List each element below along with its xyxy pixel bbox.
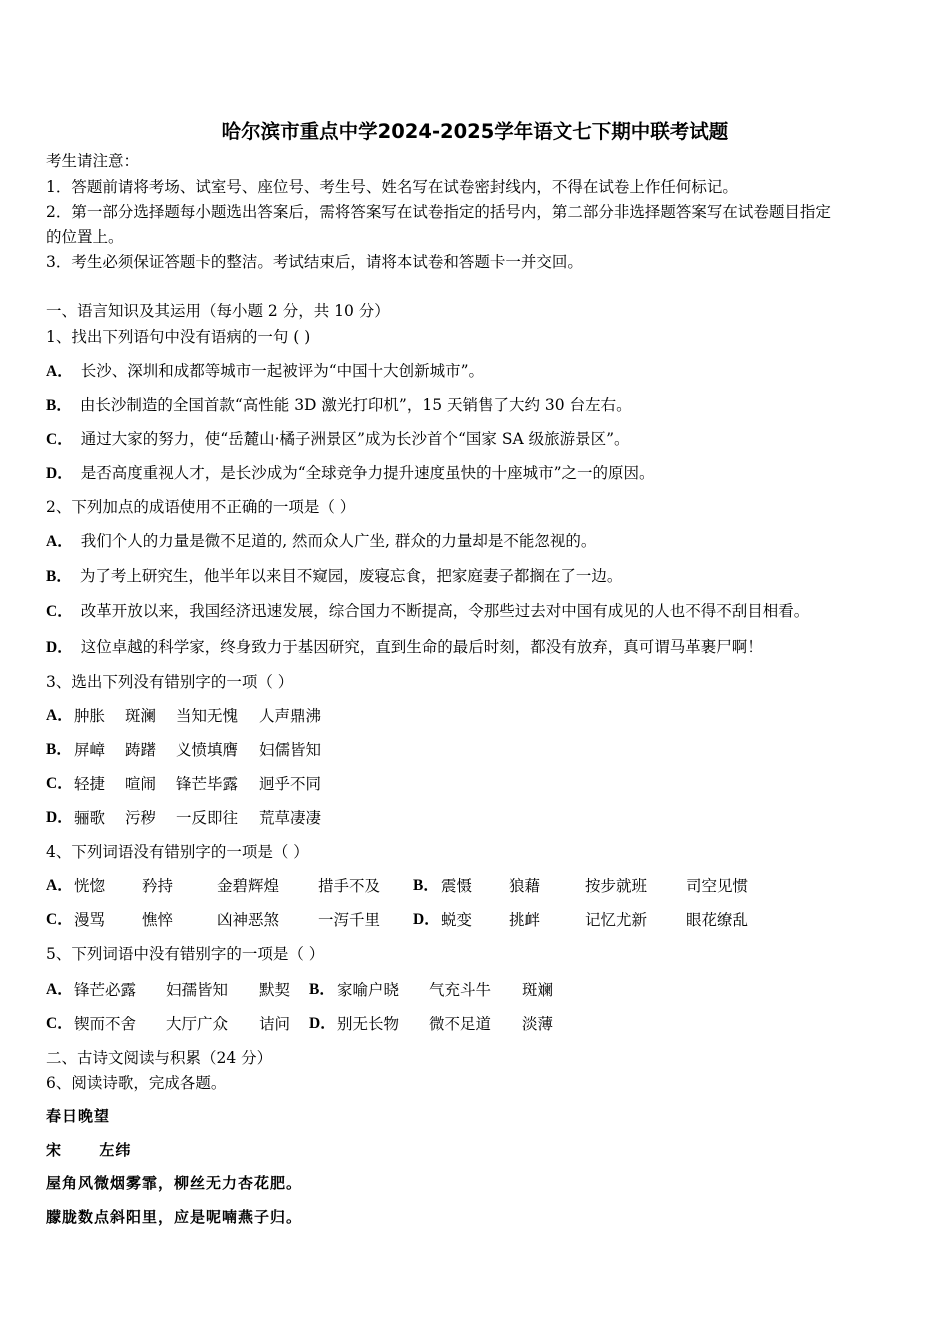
question-stem: 3、选出下列没有错别字的一项（ ） — [46, 673, 294, 691]
option-word: 憔悴 — [142, 911, 174, 929]
option-word: 矜持 — [142, 877, 174, 895]
option-word: 骊歌 — [74, 809, 106, 827]
option-word: 一泻千里 — [318, 911, 381, 929]
option-word: 锋芒毕露 — [176, 775, 239, 793]
option-key: D． — [413, 911, 440, 928]
notice-item: 3．考生必须保证答题卡的整洁。考试结束后，请将本试卷和答题卡一并交回。 — [46, 253, 583, 271]
option-word: 措手不及 — [318, 877, 381, 895]
option-key: C． — [46, 1015, 73, 1032]
option-word: 污秽 — [125, 809, 157, 827]
option-word: 妇儒皆知 — [259, 741, 322, 759]
option-key: B． — [309, 981, 335, 998]
option — [46, 395, 632, 416]
option-key: A． — [46, 981, 73, 998]
notice-item: 2．第一部分选择题每小题选出答案后，需将答案写在试卷指定的括号内，第二部分非选择题答案写在试卷题目指定 — [46, 203, 831, 221]
option-key: C． — [46, 911, 73, 928]
option-key: C． — [46, 431, 73, 448]
option-key: A． — [46, 533, 73, 550]
option-text: 我们个人的力量是微不足道的, 然而众人广坐, 群众的力量却是不能忽视的。 — [80, 532, 597, 550]
option-word: 恍惚 — [74, 877, 106, 895]
option-key: B． — [46, 741, 72, 758]
option-text: 为了考上研究生，他半年以来目不窥园，废寝忘食，把家庭妻子都搁在了一边。 — [79, 567, 623, 585]
option-word: 荒草凄凄 — [259, 809, 322, 827]
option-text: 通过大家的努力，使“岳麓山·橘子洲景区”成为长沙首个“国家 SA 级旅游景区”。 — [80, 430, 630, 448]
option-key: B． — [46, 568, 72, 585]
option-text: 由长沙制造的全国首款“高性能 3D 激光打印机”，15 天销售了大约 30 台左右。 — [79, 396, 632, 414]
option-word: 斑澜 — [125, 707, 157, 725]
question-stem: 2、下列加点的成语使用不正确的一项是（ ） — [46, 498, 356, 516]
option-text: 是否高度重视人才，是长沙成为“全球竞争力提升速度虽快的十座城市”之一的原因。 — [80, 464, 655, 482]
notice-item: 的位置上。 — [46, 228, 124, 246]
option-key: D． — [46, 465, 73, 482]
option — [46, 531, 596, 552]
option-word: 踌躇 — [125, 741, 157, 759]
option — [46, 601, 809, 622]
option-word: 当知无愧 — [176, 707, 239, 725]
option-text: 长沙、深圳和成都等城市一起被评为“中国十大创新城市”。 — [80, 362, 485, 380]
option-word: 司空见惯 — [686, 877, 749, 895]
poem-line: 朦胧数点斜阳里，应是呢喃燕子归。 — [46, 1208, 303, 1226]
option-word: 锋芒必露 — [74, 981, 137, 999]
option-word: 微不足道 — [429, 1015, 492, 1033]
option-word: 淡薄 — [522, 1015, 554, 1033]
option-word: 别无长物 — [337, 1015, 400, 1033]
page-title: 哈尔滨市重点中学2024-2025学年语文七下期中联考试题 — [221, 120, 729, 143]
option-word: 诘问 — [259, 1015, 291, 1033]
option-word: 屏嶂 — [74, 741, 106, 759]
option — [46, 429, 630, 450]
option-key: B． — [46, 397, 72, 414]
option-key: D． — [46, 639, 73, 656]
option-word: 大厅广众 — [166, 1015, 229, 1033]
option-text: 改革开放以来，我国经济迅速发展，综合国力不断提高，令那些过去对中国有成见的人也不得不刮目相看。 — [80, 602, 810, 620]
option-word: 喧闹 — [125, 775, 157, 793]
notice-item: 1．答题前请将考场、试室号、座位号、考生号、姓名写在试卷密封线内，不得在试卷上作任何标记。 — [46, 178, 738, 196]
option — [46, 566, 622, 587]
option — [46, 463, 655, 484]
option-word: 凶神恶煞 — [217, 911, 280, 929]
option-word: 蜕变 — [441, 911, 473, 929]
option-word: 轻捷 — [74, 775, 106, 793]
option-word: 按步就班 — [585, 877, 648, 895]
notice-heading: 考生请注意： — [46, 152, 140, 170]
option-word: 人声鼎沸 — [259, 707, 322, 725]
option-word: 金碧辉煌 — [217, 877, 280, 895]
option-key: D． — [46, 809, 73, 826]
option-word: 家喻户晓 — [337, 981, 400, 999]
option — [46, 361, 484, 382]
option-word: 默契 — [259, 981, 291, 999]
option-word: 锲而不舍 — [74, 1015, 137, 1033]
question-stem: 1、找出下列语句中没有语病的一句 ( ) — [46, 328, 311, 346]
option-word: 一反即往 — [176, 809, 239, 827]
poem-author: 宋 左纬 — [46, 1141, 132, 1159]
section-heading: 一、语言知识及其运用（每小题 2 分，共 10 分） — [46, 302, 390, 320]
option — [46, 637, 763, 658]
question-stem: 5、下列词语中没有错别字的一项是（ ） — [46, 945, 325, 963]
question-stem: 6、阅读诗歌，完成各题。 — [46, 1074, 227, 1092]
option-word: 记忆尤新 — [585, 911, 648, 929]
option-word: 迥乎不同 — [259, 775, 322, 793]
option-word: 狼藉 — [509, 877, 541, 895]
option-text: 这位卓越的科学家，终身致力于基因研究，直到生命的最后时刻，都没有放弃，真可谓马革裹尸啊！ — [80, 638, 763, 656]
option-word: 眼花缭乱 — [686, 911, 749, 929]
option-word: 义愤填膺 — [176, 741, 239, 759]
option-key: B． — [413, 877, 439, 894]
option-word: 妇孺皆知 — [166, 981, 229, 999]
option-word: 斑斓 — [522, 981, 554, 999]
option-key: A． — [46, 707, 73, 724]
option-word: 肿胀 — [74, 707, 106, 725]
option-key: C． — [46, 603, 73, 620]
question-stem: 4、下列词语没有错别字的一项是（ ） — [46, 843, 309, 861]
option-key: A． — [46, 363, 73, 380]
option-word: 震慑 — [441, 877, 473, 895]
poem-line: 屋角风微烟雾霏，柳丝无力杏花肥。 — [46, 1174, 303, 1192]
option-word: 气充斗牛 — [429, 981, 492, 999]
option-key: A． — [46, 877, 73, 894]
option-key: D． — [309, 1015, 336, 1032]
option-word: 漫骂 — [74, 911, 106, 929]
section-heading: 二、古诗文阅读与积累（24 分） — [46, 1049, 273, 1067]
option-key: C． — [46, 775, 73, 792]
option-word: 挑衅 — [509, 911, 541, 929]
poem-title: 春日晚望 — [46, 1107, 111, 1125]
